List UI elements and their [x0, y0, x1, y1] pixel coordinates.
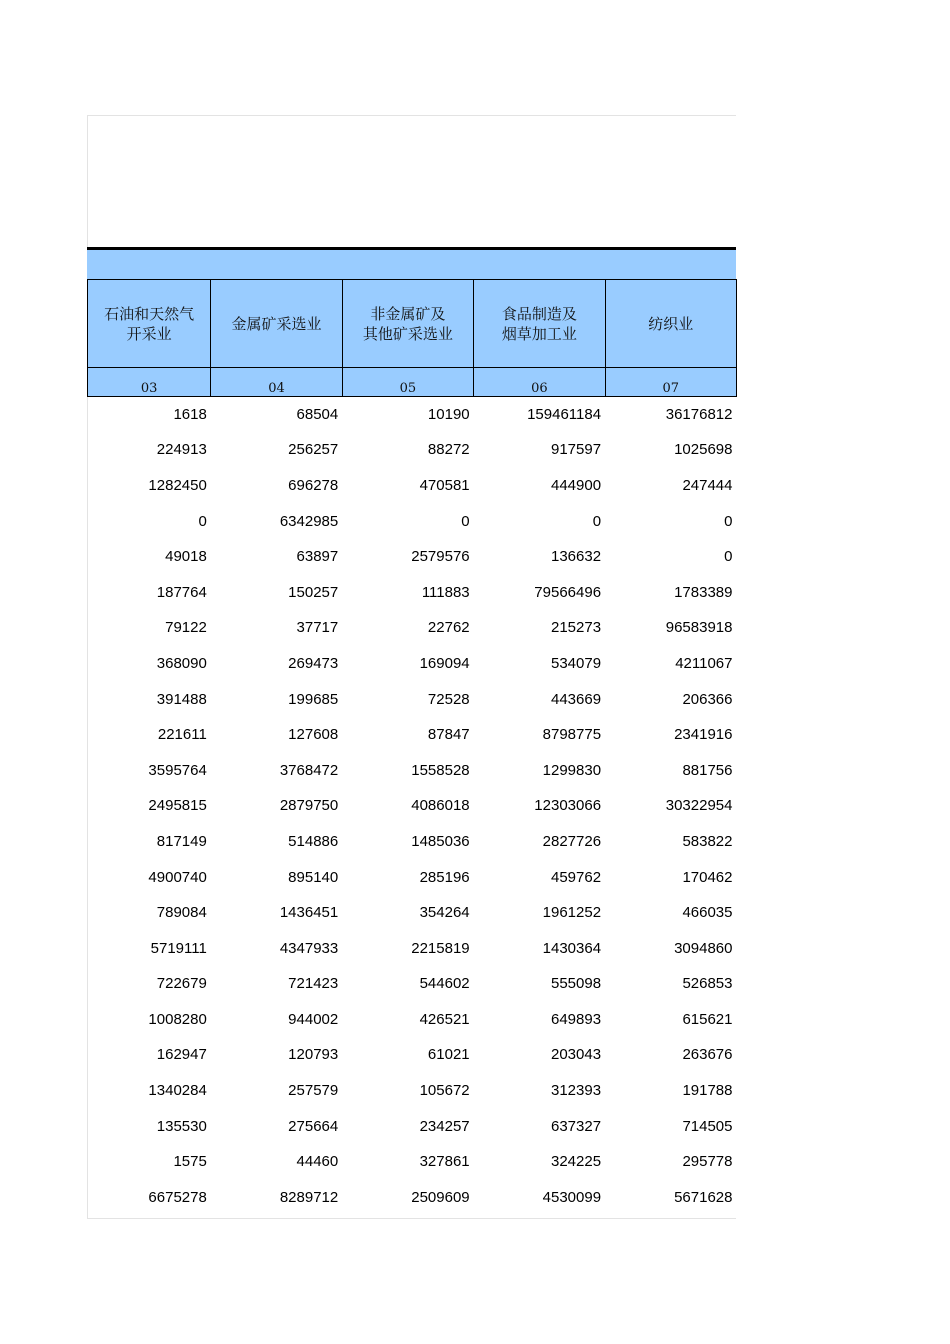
table-cell: 234257	[419, 1117, 470, 1135]
table-cell: 3768472	[279, 761, 339, 779]
column-header-03: 石油和天然气 开采业	[88, 280, 211, 368]
table-cell: 637327	[550, 1117, 602, 1135]
table-row	[88, 646, 737, 682]
table-cell: 466035	[682, 904, 733, 922]
table-cell: 2827726	[542, 832, 602, 850]
column-code: 03	[88, 368, 211, 397]
table-cell: 1008280	[148, 1010, 207, 1028]
table-cell: 2215819	[411, 939, 470, 957]
data-table	[87, 279, 737, 1215]
table-cell: 4347933	[279, 939, 339, 957]
column-header-07: 纺织业	[605, 280, 736, 368]
table-cell: 1558528	[411, 761, 470, 779]
table-cell: 96583918	[665, 619, 733, 637]
table-cell: 159461184	[527, 406, 602, 424]
table-row	[88, 432, 737, 468]
table-cell: 88272	[427, 441, 470, 459]
table-cell: 1485036	[411, 832, 470, 850]
table-body	[88, 397, 737, 1216]
column-code: 05	[342, 368, 473, 397]
table-cell: 162947	[156, 1046, 207, 1064]
table-row	[88, 824, 737, 860]
table-cell: 917597	[550, 441, 602, 459]
table-row	[88, 895, 737, 931]
table-cell: 534079	[550, 654, 602, 672]
table-cell: 526853	[682, 975, 733, 993]
table-cell: 0	[724, 512, 733, 530]
table-cell: 0	[592, 512, 602, 530]
table-row	[88, 788, 737, 824]
table-cell: 1618	[173, 406, 207, 424]
table-cell: 127608	[288, 726, 339, 744]
table-cell: 206366	[682, 690, 733, 708]
table-cell: 63897	[296, 548, 339, 566]
table-cell: 3094860	[674, 939, 733, 957]
table-cell: 721423	[288, 975, 339, 993]
table-row	[88, 574, 737, 610]
table-cell: 1436451	[279, 904, 339, 922]
table-cell: 224913	[156, 441, 207, 459]
column-header-06: 食品制造及 烟草加工业	[474, 280, 605, 368]
table-cell: 22762	[427, 619, 470, 637]
table-row	[88, 539, 737, 575]
table-cell: 789084	[156, 904, 207, 922]
table-cell: 37717	[296, 619, 339, 637]
table-cell: 714505	[682, 1117, 733, 1135]
table-cell: 324225	[550, 1153, 602, 1171]
table-cell: 170462	[682, 868, 733, 886]
table-cell: 817149	[156, 832, 207, 850]
table-cell: 61021	[427, 1046, 470, 1064]
table-cell: 111883	[421, 583, 470, 601]
table-cell: 120793	[288, 1046, 339, 1064]
table-cell: 4900740	[148, 868, 207, 886]
table-cell: 354264	[419, 904, 470, 922]
table-cell: 2495815	[148, 797, 207, 815]
table-cell: 2509609	[411, 1188, 470, 1206]
table-row	[88, 752, 737, 788]
table-cell: 443669	[550, 690, 602, 708]
table-cell: 10190	[427, 406, 470, 424]
table-cell: 2579576	[411, 548, 470, 566]
table-cell: 615621	[682, 1010, 733, 1028]
table-cell: 87847	[427, 726, 470, 744]
table-cell: 0	[724, 548, 733, 566]
table-cell: 221611	[157, 726, 207, 744]
column-code: 06	[474, 368, 605, 397]
table-cell: 4211067	[675, 654, 733, 672]
table-row	[88, 930, 737, 966]
table-cell: 391488	[156, 690, 207, 708]
table-cell: 8289712	[279, 1188, 339, 1206]
table-cell: 3595764	[148, 761, 207, 779]
column-header-04: 金属矿采选业	[211, 280, 342, 368]
table-cell: 895140	[288, 868, 339, 886]
table-cell: 30322954	[665, 797, 733, 815]
table-cell: 136632	[550, 548, 602, 566]
table-cell: 1025698	[674, 441, 733, 459]
table-cell: 649893	[550, 1010, 602, 1028]
table-cell: 0	[461, 512, 470, 530]
table-cell: 4086018	[411, 797, 470, 815]
table-cell: 187764	[156, 583, 207, 601]
table-row	[88, 610, 737, 646]
table-cell: 247444	[682, 476, 733, 494]
table-cell: 881756	[682, 761, 733, 779]
table-row	[88, 859, 737, 895]
column-code: 04	[211, 368, 342, 397]
table-cell: 1282450	[148, 476, 207, 494]
table-cell: 203043	[550, 1046, 602, 1064]
table-row	[88, 397, 737, 433]
column-code: 07	[605, 368, 736, 397]
table-row	[88, 468, 737, 504]
table-cell: 327861	[419, 1153, 470, 1171]
table-cell: 150257	[288, 583, 339, 601]
table-row	[88, 503, 737, 539]
table-cell: 1299830	[542, 761, 602, 779]
table-cell: 6342985	[279, 512, 339, 530]
table-cell: 256257	[288, 441, 339, 459]
table-cell: 285196	[419, 868, 470, 886]
table-cell: 1340284	[148, 1082, 207, 1100]
table-cell: 215273	[550, 619, 602, 637]
column-header-05: 非金属矿及 其他矿采选业	[342, 280, 473, 368]
table-cell: 68504	[296, 406, 339, 424]
table-row	[88, 1180, 737, 1216]
table-cell: 199685	[288, 690, 339, 708]
table-cell: 459762	[550, 868, 602, 886]
table-cell: 135530	[156, 1117, 207, 1135]
table-row	[88, 1073, 737, 1109]
table-cell: 1783389	[674, 583, 733, 601]
table-cell: 257579	[288, 1082, 339, 1100]
table-cell: 0	[198, 512, 207, 530]
table-row	[88, 681, 737, 717]
table-cell: 72528	[427, 690, 470, 708]
table-cell: 944002	[288, 1010, 339, 1028]
table-cell: 275664	[288, 1117, 339, 1135]
table-cell: 722679	[156, 975, 207, 993]
table-cell: 263676	[682, 1046, 733, 1064]
table-cell: 79566496	[534, 583, 602, 601]
table-cell: 1430364	[542, 939, 602, 957]
table-cell: 6675278	[148, 1188, 207, 1206]
table-cell: 444900	[550, 476, 602, 494]
table-cell: 2879750	[279, 797, 339, 815]
table-cell: 79122	[165, 619, 207, 637]
table-cell: 5671628	[674, 1188, 733, 1206]
table-cell: 696278	[288, 476, 339, 494]
code-row	[88, 368, 737, 397]
table-cell: 368090	[156, 654, 207, 672]
table-cell: 44460	[296, 1153, 339, 1171]
table-cell: 36176812	[665, 406, 733, 424]
table-row	[88, 717, 737, 753]
header-band	[87, 250, 736, 280]
table-row	[88, 1037, 737, 1073]
table-cell: 470581	[419, 476, 470, 494]
table-cell: 8798775	[542, 726, 602, 744]
table-cell: 555098	[550, 975, 602, 993]
table-cell: 514886	[288, 832, 339, 850]
table-row	[88, 966, 737, 1002]
table-cell: 1961252	[542, 904, 602, 922]
header-row	[88, 280, 737, 368]
table-cell: 426521	[419, 1010, 470, 1028]
table-cell: 169094	[419, 654, 470, 672]
table-cell: 5719111	[150, 939, 207, 957]
table-cell: 583822	[682, 832, 733, 850]
table-cell: 2341916	[674, 726, 733, 744]
table-cell: 191788	[682, 1082, 733, 1100]
table-cell: 105672	[419, 1082, 470, 1100]
table-cell: 4530099	[542, 1188, 602, 1206]
table-cell: 312393	[550, 1082, 602, 1100]
table-cell: 49018	[165, 548, 207, 566]
table-row	[88, 1108, 737, 1144]
table-cell: 1575	[173, 1153, 207, 1171]
table-row	[88, 1002, 737, 1038]
table-cell: 269473	[288, 654, 339, 672]
table-cell: 544602	[419, 975, 470, 993]
table-cell: 295778	[682, 1153, 733, 1171]
table-cell: 12303066	[534, 797, 602, 815]
table-row	[88, 1144, 737, 1180]
